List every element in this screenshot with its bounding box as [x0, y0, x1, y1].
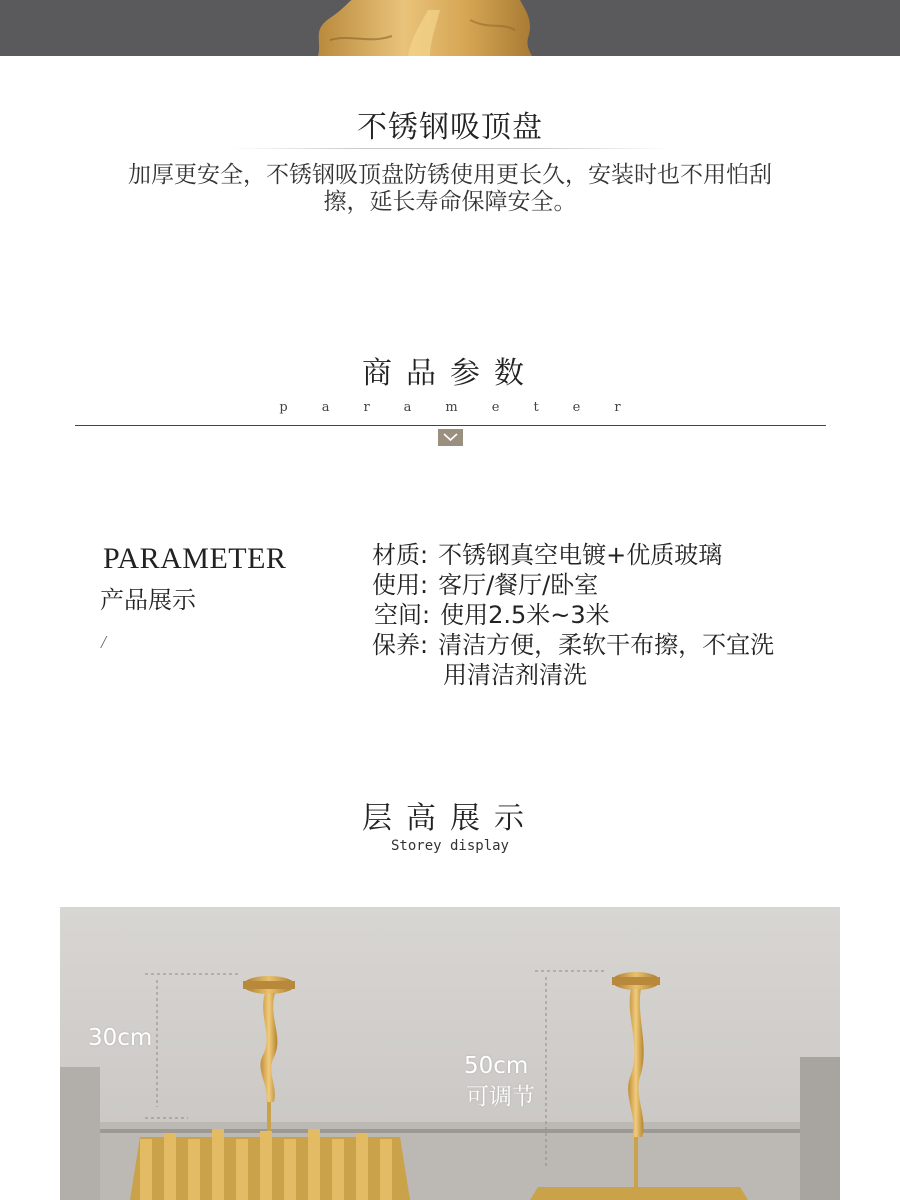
- parameter-heading-cn: 产品展示: [100, 586, 196, 614]
- spec-value: 使用2.5米~3米: [440, 601, 610, 629]
- spec-row-maintenance: [372, 630, 774, 660]
- spec-row-maintenance-cont: 用清洁剂清洗: [443, 661, 587, 689]
- gold-lamp-fragment-image: [0, 0, 900, 56]
- spec-row-material: [372, 540, 722, 570]
- storey-display-photo: [60, 907, 840, 1200]
- chevron-down-icon: [438, 429, 463, 446]
- material-title: 不锈钢吸顶盘: [357, 110, 543, 145]
- storey-section-title: 层高展示: [362, 801, 538, 836]
- title-divider: [230, 148, 670, 149]
- spec-row-usage: [372, 570, 598, 600]
- parameter-section-subtitle: parameter: [279, 400, 655, 415]
- parameter-heading-en: PARAMETER: [103, 542, 287, 575]
- section-rule: [75, 425, 826, 426]
- adjustable-label: 可调节: [466, 1084, 535, 1110]
- slash-mark: /: [101, 632, 107, 652]
- spec-key: 材质:: [372, 541, 429, 569]
- top-banner-image: [0, 0, 900, 56]
- parameter-section-title: 商品参数: [362, 356, 538, 391]
- left-height-label: 30cm: [88, 1025, 153, 1051]
- spec-value: 清洁方便，柔软干布擦，不宜洗: [438, 631, 775, 659]
- spec-row-space: [374, 600, 610, 630]
- spec-key: 空间:: [374, 601, 431, 629]
- spec-key: 保养:: [372, 631, 429, 659]
- right-height-label: 50cm: [464, 1053, 529, 1079]
- material-description: [85, 162, 815, 216]
- storey-section-subtitle: Storey display: [390, 838, 509, 854]
- spec-value: 不锈钢真空电镀+优质玻璃: [438, 541, 723, 569]
- material-description-line1: 加厚更安全，不锈钢吸顶盘防锈使用更长久，安装时也不用怕刮: [128, 162, 772, 188]
- spec-key: 使用:: [372, 571, 429, 599]
- material-description-line2: 擦，延长寿命保障安全。: [323, 189, 577, 215]
- chandelier-photo-image: [60, 907, 840, 1200]
- spec-value: 客厅/餐厅/卧室: [438, 571, 599, 599]
